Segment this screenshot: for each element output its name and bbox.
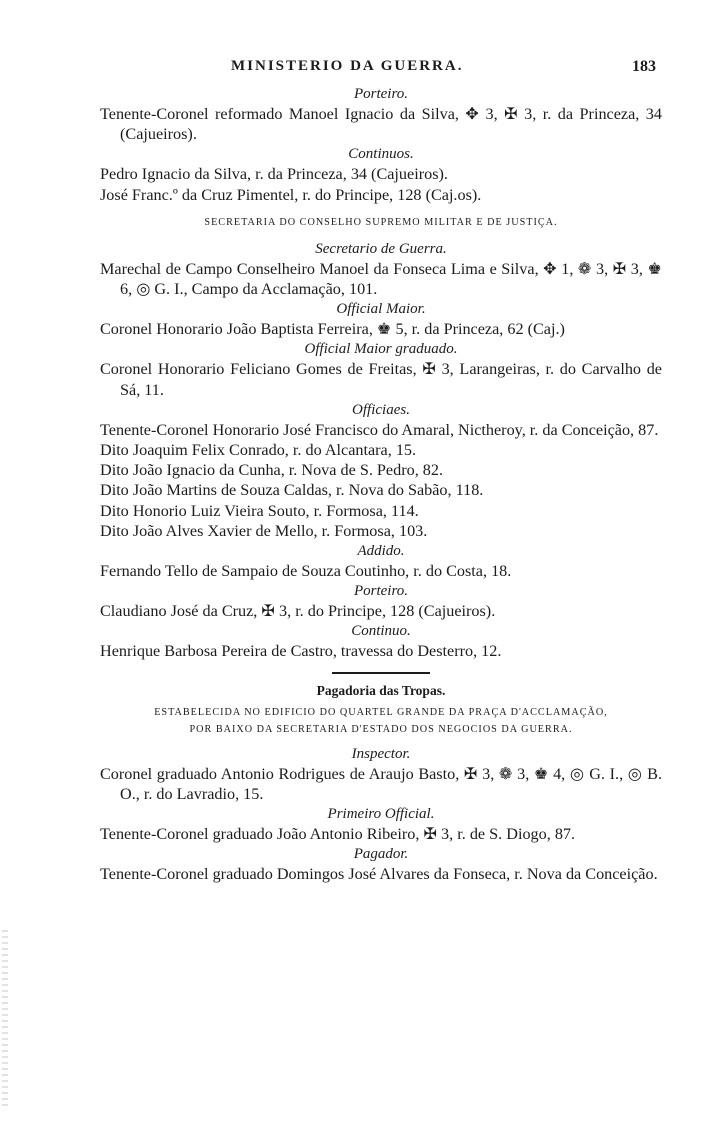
addido-entry: Fernando Tello de Sampaio de Souza Coutinho, r. do Costa, 18. xyxy=(100,562,512,581)
running-title: MINISTERIO DA GUERRA. xyxy=(231,58,464,74)
page-number: 183 xyxy=(632,58,656,75)
inspector-heading: Inspector. xyxy=(351,745,411,762)
page-header xyxy=(100,56,662,84)
official-maior-graduado-entry: Coronel Honorario Feliciano Gomes de Freitas, ✠ 3, Larangeiras, r. do Carvalho de Sá, 11. xyxy=(100,360,662,399)
continuo-heading: Continuo. xyxy=(351,623,411,640)
official-entry-6: Dito João Alves Xavier de Mello, r. Formosa, 103. xyxy=(100,521,428,540)
section-conselho-supremo xyxy=(100,213,662,662)
continuo-entry-1: Pedro Ignacio da Silva, r. da Princeza, 34 (Cajueiros). xyxy=(100,165,448,184)
porteiro-entry: Tenente-Coronel reformado Manoel Ignacio da Silva, ✥ 3, ✠ 3, r. da Princeza, 34 (Cajueiros). xyxy=(100,105,662,144)
porteiro-entry-2: Claudiano José da Cruz, ✠ 3, r. do Principe, 128 (Cajueiros). xyxy=(100,602,496,621)
official-entry-5: Dito Honorio Luiz Vieira Souto, r. Formosa, 114. xyxy=(100,501,419,520)
section-pagadoria xyxy=(100,680,662,885)
official-maior-entry: Coronel Honorario João Baptista Ferreira, ♚ 5, r. da Princeza, 62 (Caj.) xyxy=(100,320,565,339)
pagadoria-location-note xyxy=(100,704,662,738)
official-maior-heading: Official Maior. xyxy=(336,301,426,318)
porteiro-heading-2: Porteiro. xyxy=(353,583,409,600)
official-entry-4: Dito João Martins de Souza Caldas, r. Nova do Sabão, 118. xyxy=(100,481,484,500)
pagadoria-title: Pagadoria das Tropas. xyxy=(316,682,446,698)
pagadoria-note-line-2: POR BAIXO DA SECRETARIA D'ESTADO DOS NEGOCIOS DA GUERRA. xyxy=(189,723,573,735)
official-entry-3: Dito João Ignacio da Cunha, r. Nova de S. Pedro, 82. xyxy=(100,461,444,480)
official-entry-1: Tenente-Coronel Honorario José Francisco do Amaral, Nictheroy, r. da Conceição, 87. xyxy=(100,420,659,439)
scan-edge-speckle xyxy=(2,930,8,1110)
official-entry-2: Dito Joaquim Felix Conrado, r. do Alcantara, 15. xyxy=(100,441,417,460)
porteiro-heading: Porteiro. xyxy=(353,86,409,102)
pagador-heading: Pagador. xyxy=(353,846,409,863)
document-page xyxy=(100,56,662,884)
secretario-entry: Marechal de Campo Conselheiro Manoel da Fonseca Lima e Silva, ✥ 1, ❁ 3, ✠ 3, ♚ 6, ◎ G. I., Campo da Acclamação, 101. xyxy=(100,259,662,299)
continuo-entry-2: José Franc.º da Cruz Pimentel, r. do Principe, 128 (Caj.os). xyxy=(100,185,482,204)
secretario-heading: Secretario de Guerra. xyxy=(315,240,447,257)
inspector-entry: Coronel graduado Antonio Rodrigues de Araujo Basto, ✠ 3, ❁ 3, ♚ 4, ◎ G. I., ◎ B. O., r. do Lavradio, 15. xyxy=(100,764,662,803)
pagadoria-note-line-1: ESTABELECIDA NO EDIFICIO DO QUARTEL GRANDE DA PRAÇA D'ACCLAMAÇÃO, xyxy=(154,706,608,718)
officiaes-heading: Officiaes. xyxy=(352,401,410,418)
primeiro-official-entry: Tenente-Coronel graduado João Antonio Ribeiro, ✠ 3, r. de S. Diogo, 87. xyxy=(100,825,576,844)
section-title-secretaria: SECRETARIA DO CONSELHO SUPREMO MILITAR E DE JUSTIÇA. xyxy=(204,216,558,228)
addido-heading: Addido. xyxy=(357,543,405,560)
pagador-entry: Tenente-Coronel graduado Domingos José Alvares da Fonseca, r. Nova da Conceição. xyxy=(100,865,658,884)
section-ministry-staff xyxy=(100,84,662,205)
section-divider xyxy=(332,672,430,674)
official-maior-graduado-heading: Official Maior graduado. xyxy=(304,341,458,358)
primeiro-official-heading: Primeiro Official. xyxy=(327,806,435,823)
continuo-entry: Henrique Barbosa Pereira de Castro, travessa do Desterro, 12. xyxy=(100,642,502,661)
continuos-heading: Continuos. xyxy=(348,146,414,163)
